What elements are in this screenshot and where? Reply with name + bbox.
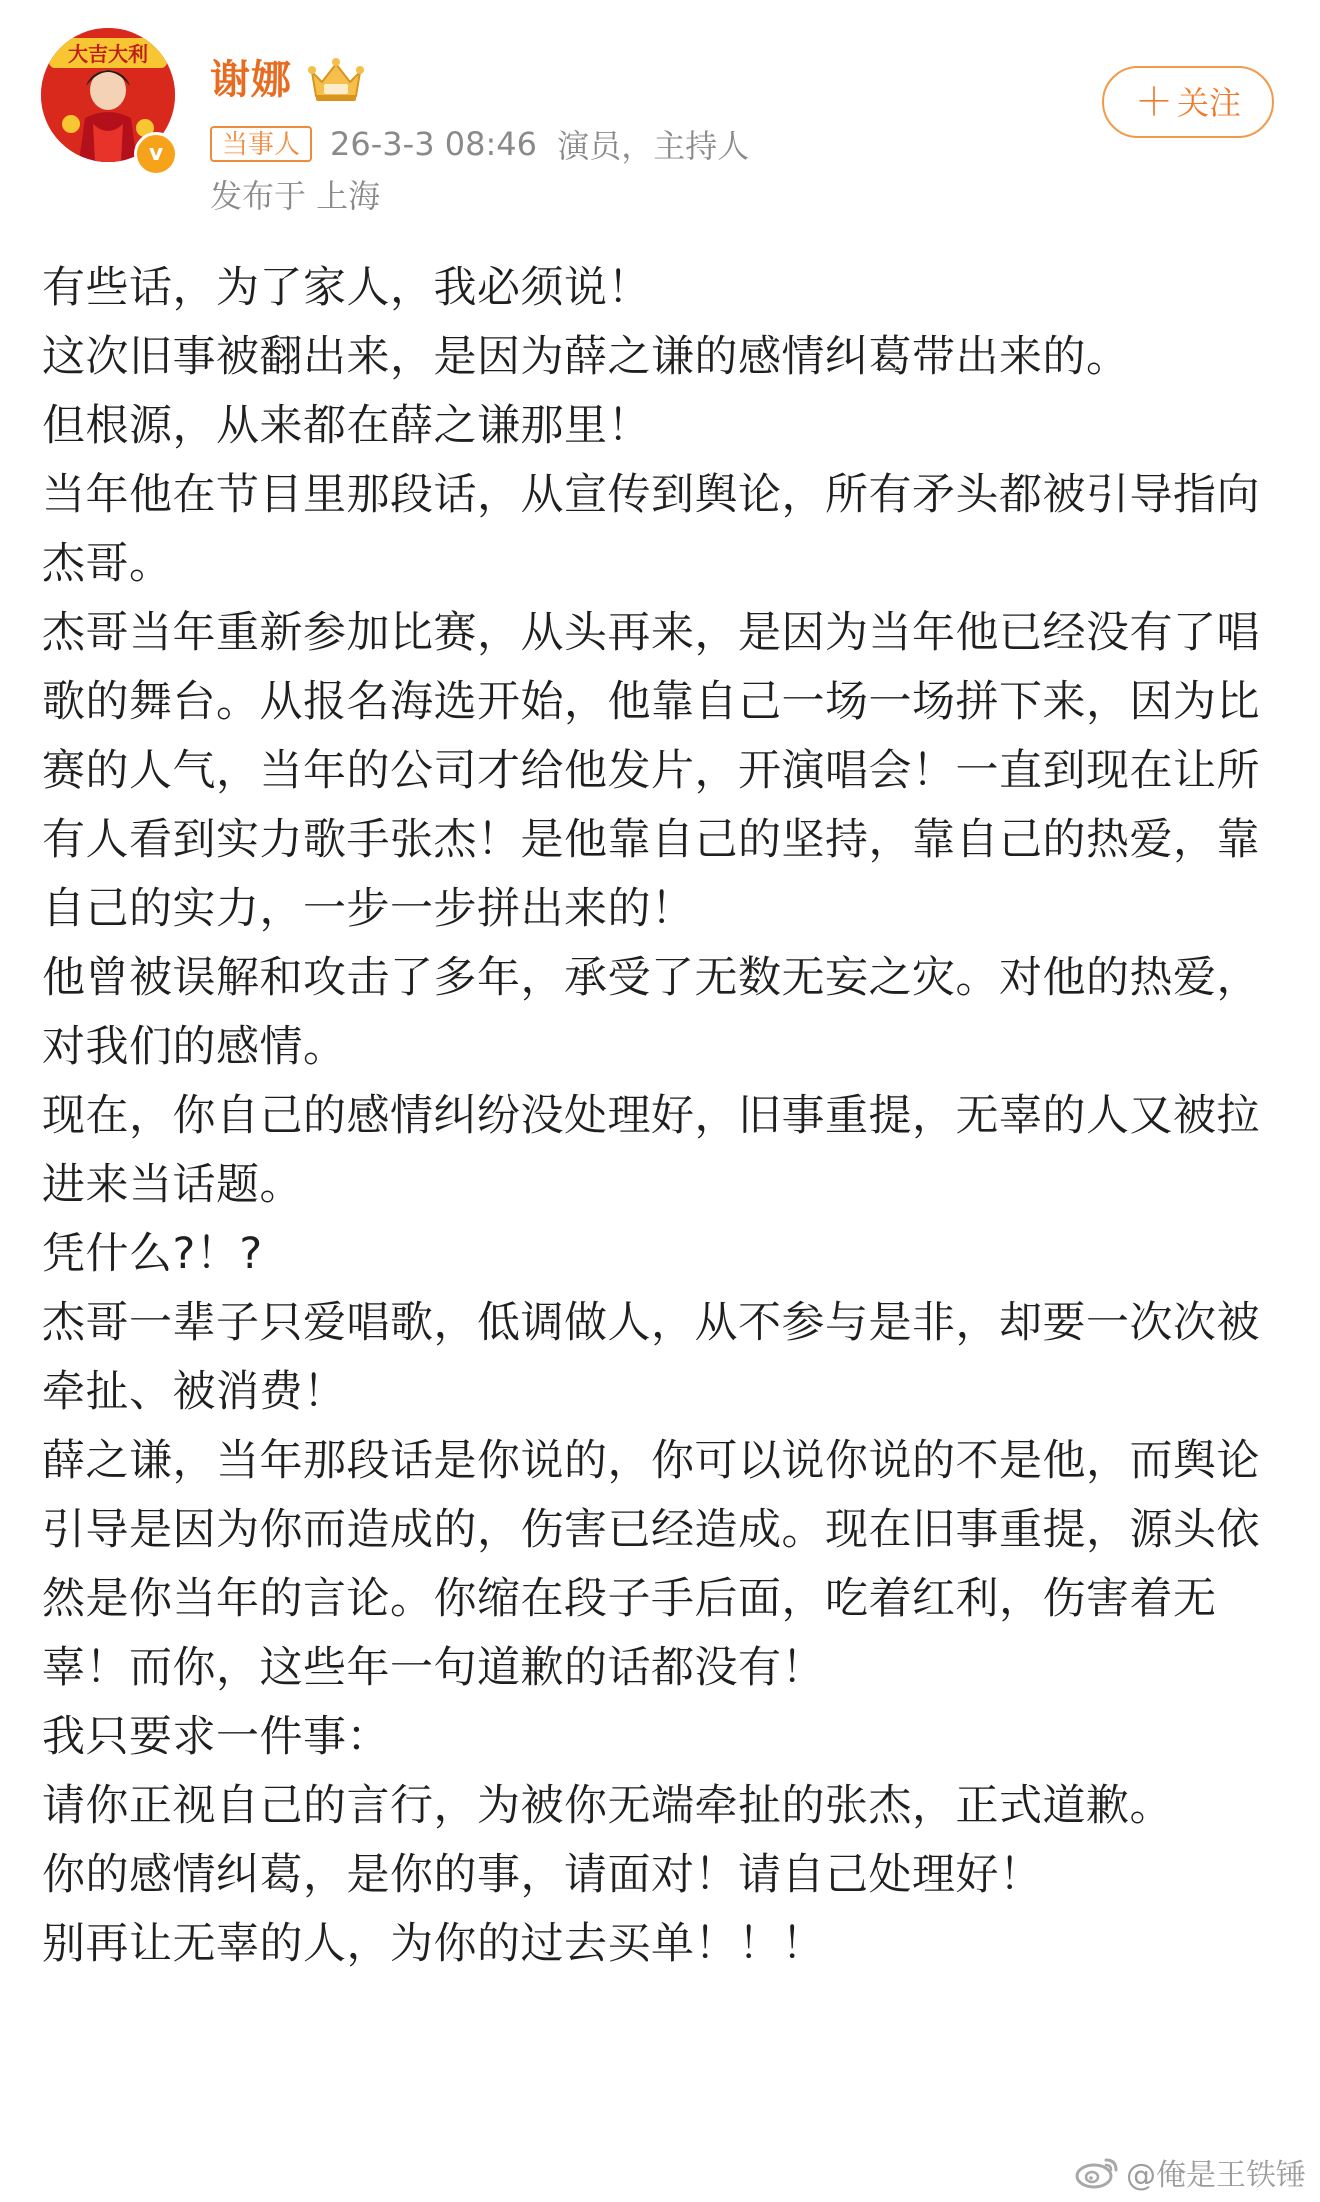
post-paragraph: 这次旧事被翻出来，是因为薛之谦的感情纠葛带出来的。	[42, 332, 1130, 382]
post-paragraph: 杰哥当年重新参加比赛，从头再来，是因为当年他已经没有了唱歌的舞台。从报名海选开始，他靠自己一场一场拼下来，因为比赛的人气，当年的公司才给他发片，开演唱会！一直到现在让所有人看到实力歌手张杰！是他靠自己的坚持，靠自己的热爱，靠自己的实力，一步一步拼出来的！	[42, 608, 1260, 934]
follow-label: 关注	[1177, 84, 1242, 122]
post-timestamp: 26-3-3 08:46	[330, 125, 537, 163]
watermark-handle: @俺是王铁锤	[1126, 2158, 1306, 2193]
post-paragraph: 请你正视自己的言行，为被你无端牵扯的张杰，正式道歉。	[42, 1781, 1173, 1831]
watermark	[1074, 2150, 1306, 2194]
crown-icon	[306, 56, 366, 104]
party-tag: 当事人	[210, 126, 312, 162]
meta-spacer	[537, 125, 557, 163]
post-paragraph: 现在，你自己的感情纠纷没处理好，旧事重提，无辜的人又被拉进来当话题。	[42, 1091, 1260, 1210]
post-paragraph: 别再让无辜的人，为你的过去买单！！！	[42, 1919, 825, 1969]
avatar-caption: 大吉大利	[68, 42, 148, 66]
post-content	[42, 254, 1292, 1979]
weibo-logo-icon	[1074, 2154, 1120, 2190]
post-paragraph: 他曾被误解和攻击了多年，承受了无数无妄之灾。对他的热爱，对我们的感情。	[42, 953, 1260, 1072]
author-name[interactable]: 谢娜	[210, 57, 292, 103]
post-paragraph: 当年他在节目里那段话，从宣传到舆论，所有矛头都被引导指向杰哥。	[42, 470, 1260, 589]
author-title: 演员，主持人	[557, 127, 750, 165]
post-location: 发布于 上海	[210, 177, 381, 215]
post-header	[0, 0, 1320, 220]
post-paragraph: 杰哥一辈子只爱唱歌，低调做人，从不参与是非，却要一次次被牵扯、被消费！	[42, 1298, 1260, 1417]
post-paragraph: 但根源，从来都在薛之谦那里！	[42, 401, 651, 451]
follow-button[interactable]	[1102, 66, 1274, 138]
post-paragraph: 我只要求一件事：	[42, 1712, 390, 1762]
post-paragraph: 凭什么?！?	[42, 1229, 263, 1279]
plus-icon: ＋	[1134, 80, 1173, 124]
post-paragraph: 薛之谦，当年那段话是你说的，你可以说你说的不是他，而舆论引导是因为你而造成的，伤害已经造成。现在旧事重提，源头依然是你当年的言论。你缩在段子手后面，吃着红利，伤害着无辜！而你，这些年一句道歉的话都没有！	[42, 1436, 1260, 1693]
post-paragraph: 你的感情纠葛，是你的事，请面对！请自己处理好！	[42, 1850, 1043, 1900]
post-paragraph: 有些话，为了家人，我必须说！	[42, 263, 651, 313]
post-meta	[210, 122, 749, 166]
vip-v-badge-icon: v	[134, 132, 178, 176]
